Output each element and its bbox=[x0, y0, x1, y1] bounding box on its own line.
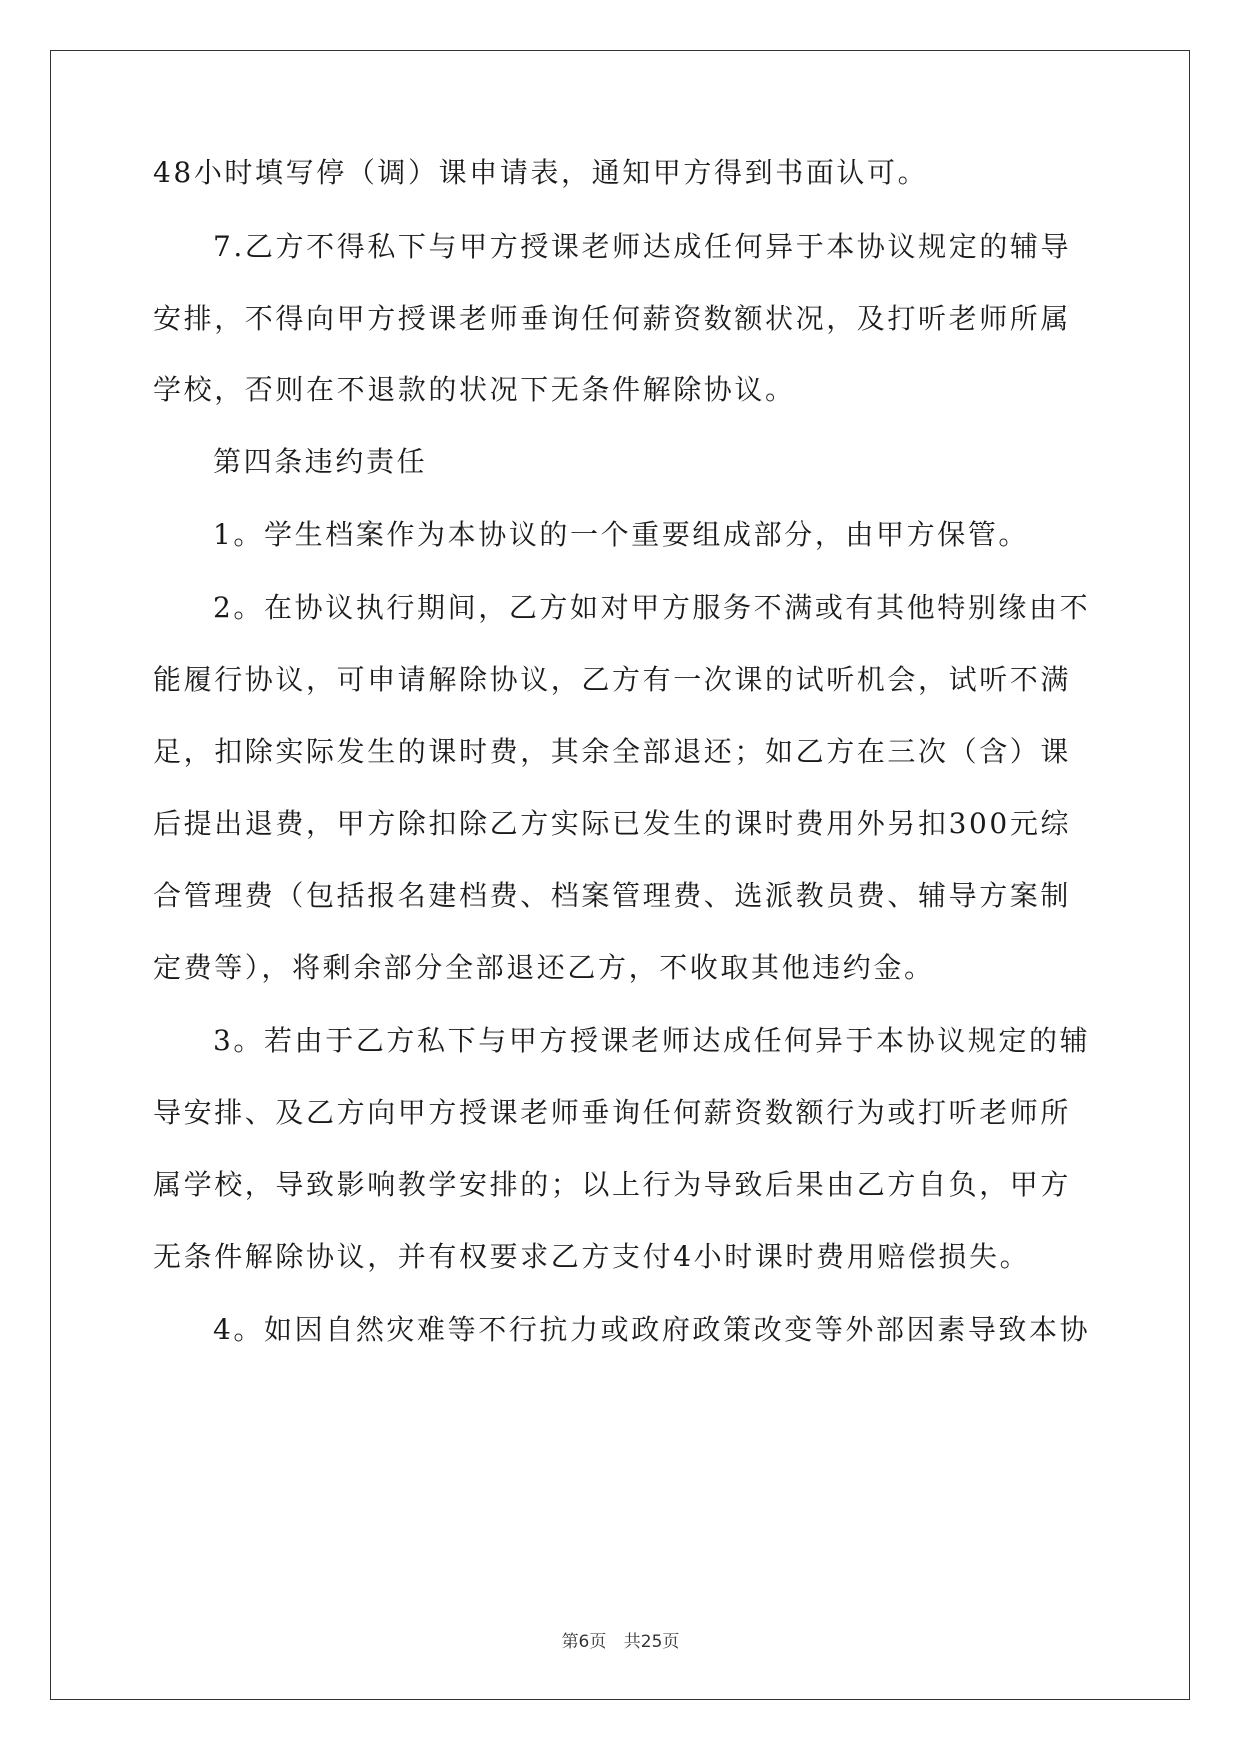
text-line: 3。若由于乙方私下与甲方授课老师达成任何异于本协议规定的辅 bbox=[213, 1024, 1091, 1057]
text-line: 能履行协议，可申请解除协议，乙方有一次课的试听机会，试听不满 bbox=[153, 663, 1072, 696]
page-number: 第6页 bbox=[561, 1632, 607, 1652]
page-total: 共25页 bbox=[623, 1632, 680, 1652]
text-line: 后提出退费，甲方除扣除乙方实际已发生的课时费用外另扣300元综 bbox=[153, 807, 1072, 840]
text-line: 1。学生档案作为本协议的一个重要组成部分，由甲方保管。 bbox=[213, 518, 1030, 551]
text-line: 2。在协议执行期间，乙方如对甲方服务不满或有其他特别缘由不 bbox=[213, 591, 1091, 624]
text-line: 属学校，导致影响教学安排的；以上行为导致后果由乙方自负，甲方 bbox=[153, 1168, 1072, 1201]
text-line: 7.乙方不得私下与甲方授课老师达成任何异于本协议规定的辅导 bbox=[213, 230, 1072, 263]
text-line: 48小时填写停（调）课申请表，通知甲方得到书面认可。 bbox=[153, 156, 929, 189]
page-footer bbox=[0, 1627, 1241, 1652]
text-line: 4。如因自然灾难等不行抗力或政府政策改变等外部因素导致本协 bbox=[213, 1313, 1091, 1346]
text-line: 定费等），将剩余部分全部退还乙方，不收取其他违约金。 bbox=[153, 951, 935, 984]
text-line: 导安排、及乙方向甲方授课老师垂询任何薪资数额行为或打听老师所 bbox=[153, 1096, 1072, 1129]
text-line: 无条件解除协议，并有权要求乙方支付4小时课时费用赔偿损失。 bbox=[153, 1240, 1031, 1273]
text-line: 合管理费（包括报名建档费、档案管理费、选派教员费、辅导方案制 bbox=[153, 879, 1072, 912]
text-line: 安排，不得向甲方授课老师垂询任何薪资数额状况，及打听老师所属 bbox=[153, 302, 1072, 335]
section-heading: 第四条违约责任 bbox=[213, 445, 428, 478]
text-line: 学校，否则在不退款的状况下无条件解除协议。 bbox=[153, 373, 796, 406]
text-line: 足，扣除实际发生的课时费，其余全部退还；如乙方在三次（含）课 bbox=[153, 735, 1072, 768]
page-border bbox=[50, 50, 1190, 1700]
